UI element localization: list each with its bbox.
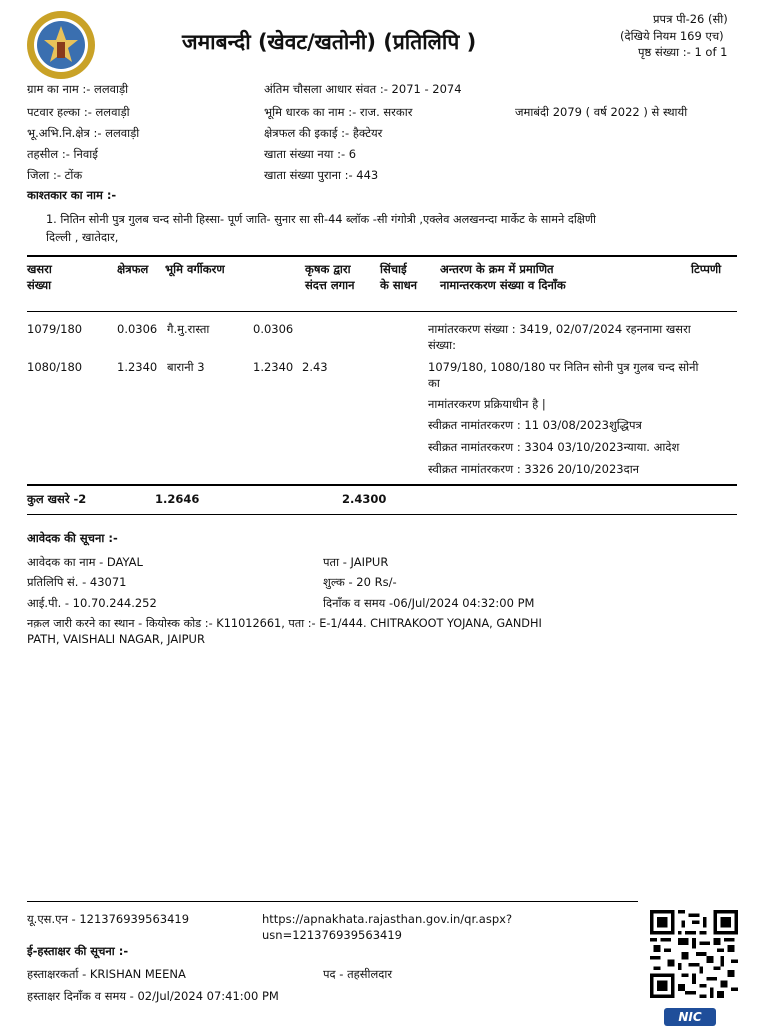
bhu-abhilekh-kshetra: भू.अभि.नि.क्षेत्र :- ललवाड़ी bbox=[27, 126, 140, 140]
col-remarks: टिप्पणी bbox=[691, 262, 722, 276]
signer-name: हस्ताक्षरकर्ता - KRISHAN MEENA bbox=[27, 967, 186, 981]
table-row-class-area: 0.0306 bbox=[253, 322, 294, 336]
cultivator-heading: काश्तकार का नाम :- bbox=[27, 188, 117, 202]
table-row-area: 1.2340 bbox=[117, 360, 158, 374]
khata-new: खाता संख्या नया :- 6 bbox=[264, 147, 357, 161]
col-mutation: अन्तरण के क्रम में प्रमाणित नामान्तरकरण संख्या व दिनाँक bbox=[440, 262, 566, 292]
table-row-khasra: 1079/180 bbox=[27, 322, 83, 336]
khata-old: खाता संख्या पुराना :- 443 bbox=[264, 168, 379, 182]
applicant-heading: आवेदक की सूचना :- bbox=[27, 531, 118, 545]
applicant-address: पता - JAIPUR bbox=[323, 555, 389, 569]
total-bottom-rule bbox=[27, 514, 737, 515]
rajasthan-emblem-icon bbox=[26, 10, 96, 80]
mutation-line: नामांतरकरण संख्या : 3419, 02/07/2024 रहननामा खसरा bbox=[428, 322, 691, 336]
area-unit: क्षेत्रफल की इकाई :- हैक्टेयर bbox=[264, 126, 383, 140]
mutation-line: का bbox=[428, 376, 440, 390]
table-row-class-area: 1.2340 bbox=[253, 360, 294, 374]
issue-datetime: दिनाँक व समय -06/Jul/2024 04:32:00 PM bbox=[323, 596, 535, 610]
copy-number: प्रतिलिपि सं. - 43071 bbox=[27, 575, 127, 589]
applicant-name: आवेदक का नाम - DAYAL bbox=[27, 555, 143, 569]
table-row-area: 0.0306 bbox=[117, 322, 158, 336]
issue-location: नक़ल जारी करने का स्थान - कियोस्क कोड :- K11012661, पता :- E-1/444. CHITRAKOOT YOJANA, GANDHI bbox=[27, 617, 542, 630]
tehsil: तहसील :- निवाई bbox=[27, 147, 98, 161]
usn-number: यू.एस.एन - 121376939563419 bbox=[27, 912, 190, 926]
col-area: क्षेत्रफल bbox=[117, 262, 149, 276]
total-top-rule bbox=[27, 484, 737, 486]
issue-location: PATH, VAISHALI NAGAR, JAIPUR bbox=[27, 632, 205, 646]
nic-logo: NIC bbox=[664, 1008, 716, 1026]
page-number: पृष्ठ संख्या :- 1 of 1 bbox=[638, 45, 728, 59]
cultivator-line: 1. नितिन सोनी पुत्र गुलब चन्द सोनी हिस्सा- पूर्ण जाति- सुनार सा सी-44 ब्लॉक -सी गंगोत्री ,एक्लेव अलखनन्दा मार्केट के सामने दक्षिणी bbox=[46, 213, 596, 226]
total-lagan: 2.4300 bbox=[342, 492, 387, 506]
total-label: कुल खसरे -2 bbox=[27, 492, 87, 506]
table-top-rule bbox=[27, 255, 737, 257]
total-area: 1.2646 bbox=[155, 492, 200, 506]
verify-url[interactable]: usn=121376939563419 bbox=[262, 928, 402, 942]
fee: शुल्क - 20 Rs/- bbox=[323, 575, 397, 589]
document-title: जमाबन्दी (खेवट/खतोनी) (प्रतिलिपि ) bbox=[182, 30, 477, 54]
mutation-line: नामांतरकरण प्रक्रियाधीन है | bbox=[428, 397, 546, 411]
village-name: ग्राम का नाम :- ललवाड़ी bbox=[27, 82, 129, 96]
jamabandi-year: जमाबंदी 2079 ( वर्ष 2022 ) से स्थायी bbox=[515, 105, 688, 119]
footer-rule bbox=[27, 901, 638, 902]
sign-datetime: हस्ताक्षर दिनाँक व समय - 02/Jul/2024 07:41:00 PM bbox=[27, 989, 279, 1003]
verify-url[interactable]: https://apnakhata.rajasthan.gov.in/qr.aspx? bbox=[262, 912, 513, 926]
table-row-khasra: 1080/180 bbox=[27, 360, 83, 374]
mutation-line: स्वीक्रत नामांतरकरण : 11 03/08/2023शुद्धिपत्र bbox=[428, 418, 642, 432]
district: जिला :- टोंक bbox=[27, 168, 83, 182]
mutation-line: 1079/180, 1080/180 पर नितिन सोनी पुत्र गुलब चन्द सोनी bbox=[428, 360, 699, 374]
mutation-line: स्वीक्रत नामांतरकरण : 3326 20/10/2023दान bbox=[428, 462, 640, 476]
chausla-samvat: अंतिम चौसला आधार संवत :- 2071 - 2074 bbox=[264, 82, 462, 96]
signer-post: पद - तहसीलदार bbox=[323, 967, 393, 981]
rule-reference: (देखिये नियम 169 एच) bbox=[620, 29, 724, 43]
mutation-line: स्वीक्रत नामांतरकरण : 3304 03/10/2023न्याया. आदेश bbox=[428, 440, 680, 454]
esign-heading: ई-हस्ताक्षर की सूचना :- bbox=[27, 944, 129, 958]
table-row-lagan: 2.43 bbox=[302, 360, 328, 374]
form-number: प्रपत्र पी-26 (सी) bbox=[653, 12, 728, 26]
cultivator-line: दिल्ली , खातेदार, bbox=[46, 230, 119, 244]
qr-code-icon[interactable] bbox=[650, 910, 738, 998]
col-khasra: खसरा संख्या bbox=[27, 262, 52, 292]
mutation-line: संख्या: bbox=[428, 338, 457, 352]
patwar-halka: पटवार हल्का :- ललवाड़ी bbox=[27, 105, 130, 119]
ip-address: आई.पी. - 10.70.244.252 bbox=[27, 596, 157, 610]
land-owner: भूमि धारक का नाम :- राज. सरकार bbox=[264, 105, 413, 119]
col-irrigation: सिंचाई के साधन bbox=[380, 262, 418, 292]
col-lagan: कृषक द्वारा संदत्त लगान bbox=[305, 262, 355, 292]
table-row-class: गै.मु.रास्ता bbox=[167, 322, 210, 336]
table-row-class: बारानी 3 bbox=[167, 360, 205, 374]
col-classification: भूमि वर्गीकरण bbox=[165, 262, 225, 276]
table-header-rule bbox=[27, 311, 737, 312]
